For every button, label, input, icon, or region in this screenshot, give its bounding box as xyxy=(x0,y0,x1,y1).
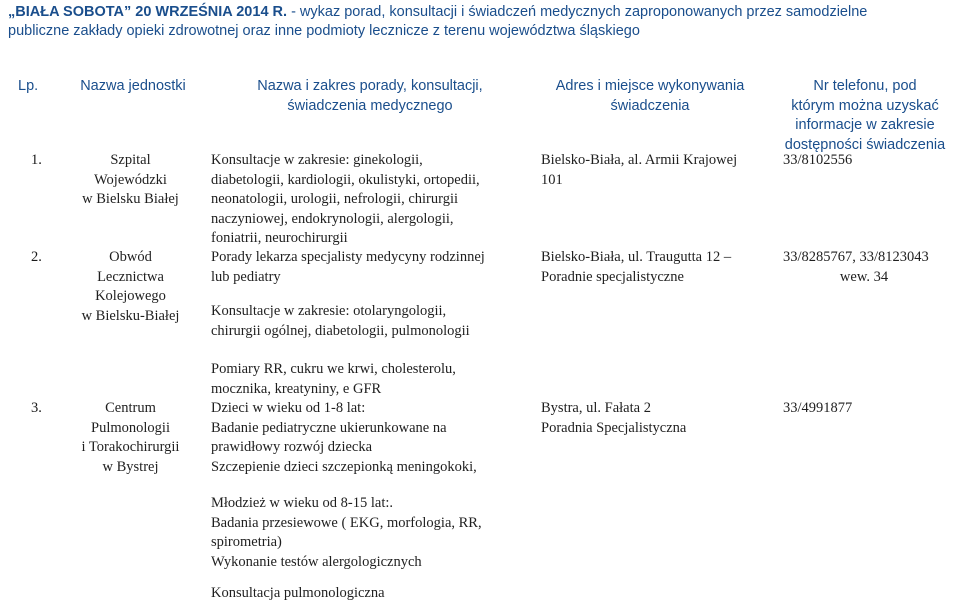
title-rest: - wykaz porad, konsultacji i świadczeń medycznych zaproponowanych przez samodzielne xyxy=(287,4,868,20)
row-1-phone: 33/8102556 xyxy=(783,152,853,168)
title-bold: „BIAŁA SOBOTA” 20 WRZEŚNIA 2014 R. xyxy=(8,4,288,20)
row-3-address: Bystra, ul. Fałata 2 Poradnia Specjalistyczna xyxy=(541,400,687,436)
header-unit: Nazwa jednostki xyxy=(80,78,186,94)
row-3-service-c: Konsultacja pulmonologiczna xyxy=(211,585,385,601)
document-title xyxy=(8,3,958,41)
row-1-service: Konsultacje w zakresie: ginekologii, diabetologii, kardiologii, okulistyki, ortopedii, neonatologii, urologii, nefrologii, chirurgii naczyniowej, endokrynologii, alergologii, foniatrii, neurochirurgii xyxy=(211,152,480,246)
row-1-lp: 1. xyxy=(31,152,42,168)
row-2-service-a: Porady lekarza specjalisty medycyny rodzinnej lub pediatry xyxy=(211,249,485,285)
row-2-unit: Obwód Lecznictwa Kolejowego w Bielsku-Białej xyxy=(81,249,180,324)
row-3-unit: Centrum Pulmonologii i Torakochirurgii w Bystrej xyxy=(81,400,180,475)
row-3-service-b: Młodzież w wieku od 8-15 lat:. Badania przesiewowe ( EKG, morfologia, RR, spirometria) Wykonanie testów alergologicznych xyxy=(211,495,482,570)
header-service: Nazwa i zakres porady, konsultacji, świadczenia medycznego xyxy=(257,78,483,114)
row-1-address: Bielsko-Biała, al. Armii Krajowej 101 xyxy=(541,152,738,188)
header-address: Adres i miejsce wykonywania świadczenia xyxy=(555,78,745,114)
title-line-2: publiczne zakłady opieki zdrowotnej oraz inne podmioty lecznicze z terenu województwa śląskiego xyxy=(8,23,640,39)
row-2-service-b: Konsultacje w zakresie: otolaryngologii, chirurgii ogólnej, diabetologii, pulmonologii xyxy=(211,303,470,339)
row-3-service-a: Dzieci w wieku od 1-8 lat: Badanie pediatryczne ukierunkowane na prawidłowy rozwój dziecka Szczepienie dzieci szczepionką meningokoki, xyxy=(211,400,477,475)
header-phone: Nr telefonu, pod którym można uzyskać informacje w zakresie dostępności świadczenia xyxy=(784,78,946,153)
row-2-service-c: Pomiary RR, cukru we krwi, cholesterolu, mocznika, kreatyniny, e GFR xyxy=(211,361,456,397)
row-3-lp: 3. xyxy=(31,400,42,416)
row-2-phone: 33/8285767, 33/8123043 wew. 34 xyxy=(783,249,929,285)
row-3-phone: 33/4991877 xyxy=(783,400,853,416)
row-2-lp: 2. xyxy=(31,249,42,265)
row-2-address: Bielsko-Biała, ul. Traugutta 12 – Poradnie specjalistyczne xyxy=(541,249,732,285)
row-1-unit: Szpital Wojewódzki w Bielsku Białej xyxy=(82,152,179,207)
header-lp: Lp. xyxy=(18,78,39,94)
